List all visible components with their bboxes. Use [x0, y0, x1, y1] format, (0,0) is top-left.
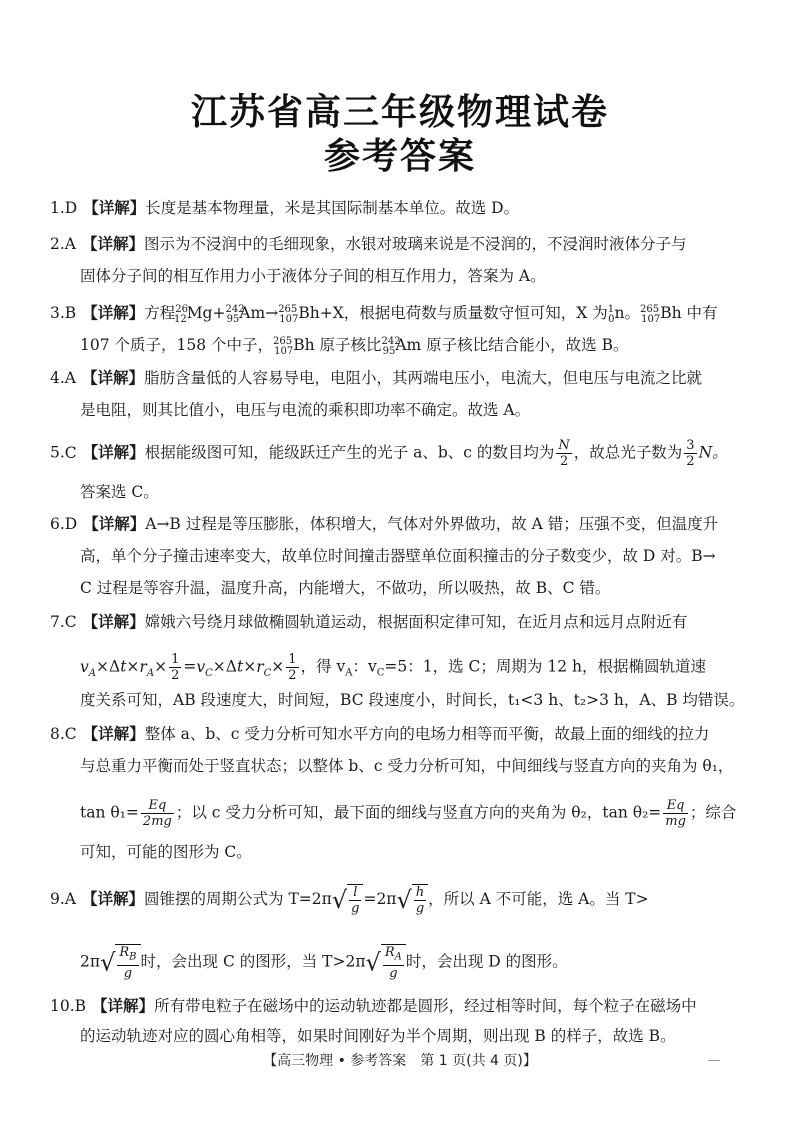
answer-4-cont: 是电阻，则其比值小，电压与电流的乘积即功率不确定。故选 A。 [80, 401, 531, 419]
page-footer: 【高三物理 • 参考答案 第 1 页(共 4 页)】 [263, 1053, 537, 1069]
answer-10: 10.B 【详解】所有带电粒子在磁场中的运动轨迹都是圆形，经过相等时间，每个粒子在磁场中 [50, 996, 697, 1015]
page-subtitle: 参考答案 [323, 136, 476, 177]
answer-9: 9.A 【详解】圆锥摆的周期公式为 T=2π√ $\frac{l}{g}$ =2π√ $\frac{h}{g}$ ，所以 A 不可能，选 A。当 T> [50, 885, 649, 916]
answer-2: 2.A 【详解】图示为不浸润中的毛细现象，水银对玻璃来说是不浸润的，不浸润时液体分子与 [50, 234, 687, 253]
answer-1: 1.D 【详解】长度是基本物理量，米是其国际制基本单位。故选 D。 [50, 198, 520, 217]
answer-7-cont-2: 度关系可知，AB 段速度大，时间短，BC 段速度小，时间长，t₁<3 h、t₂>3 h，A、B 均错误。 [80, 691, 745, 709]
answer-8-cont-1: 与总重力平衡而处于竖直状态；以整体 b、c 受力分析可知，中间细线与竖直方向的夹角为 θ₁， [80, 757, 734, 775]
answer-6: 6.D 【详解】A→B 过程是等压膨胀，体积增大，气体对外界做功，故 A 错；压强不变，但温度升 [50, 514, 719, 533]
answer-9-cont: 2π√ $\frac{R_B}{g}$ 时，会出现 C 的图形，当 T>2π√ $\frac{R_A}{g}$ 时，会出现 D 的图形。 [80, 945, 568, 981]
answer-5: 5.C 【详解】根据能级图可知，能级跃迁产生的光子 a、b、c 的数目均为 $\frac{N}{2}$ ，故总光子数为 $\frac{3}{2}$ N。 [50, 438, 728, 469]
answer-7: 7.C 【详解】嫦娥六号绕月球做椭圆轨道运动，根据面积定律可知，在近月点和远月点附近有 [50, 612, 688, 631]
answer-6-cont-1: 高，单个分子撞击速率变大，故单位时间撞击器壁单位面积撞击的分子数变少，故 D 对。B→ [80, 547, 716, 565]
corner-mark [708, 1060, 720, 1061]
answer-10-cont: 的运动轨迹对应的圆心角相等，如果时间刚好为半个周期，则出现 B 的样子，故选 B。 [80, 1027, 676, 1045]
answer-6-cont-2: C 过程是等容升温，温度升高，内能增大，不做功，所以吸热，故 B、C 错。 [80, 579, 611, 597]
answer-4: 4.A 【详解】脂肪含量低的人容易导电，电阻小，其两端电压小，电流大，但电压与电流之比就 [50, 368, 703, 387]
answer-5-cont: 答案选 C。 [80, 483, 159, 501]
answer-8: 8.C 【详解】整体 a、b、c 受力分析可知水平方向的电场力相等而平衡，故最上面的细线的拉力 [50, 724, 710, 743]
answer-2-cont: 固体分子间的相互作用力小于液体分子间的相互作用力，答案为 A。 [80, 267, 546, 285]
answer-8-cont-3: 可知，可能的图形为 C。 [80, 843, 252, 861]
answer-3: 3.B 【详解】方程$^{26}_{12}$Mg+$^{242}_{95}$Am→$^{265}_{107}$Bh+X，根据电荷数与质量数守恒可知，X 为$^1_0$n。$^{265}_{107}$Bh 中有 [50, 303, 718, 326]
page-title: 江苏省高三年级物理试卷 [190, 92, 609, 133]
answer-8-cont-2: tan θ₁= $\frac{Eq}{2mg}$ ；以 c 受力分析可知，最下面的细线与竖直方向的夹角为 θ₂，tan θ₂= $\frac{Eq}{mg}$ ；综合 [80, 798, 737, 829]
answer-3-cont: 107 个质子，158 个中子，$^{265}_{107}$Bh 原子核比$^{242}_{95}$Am 原子核比结合能小，故选 B。 [80, 336, 629, 358]
answer-7-cont-1: $v_A\times\Delta t\times r_A\times$ $\frac{1}{2}$ $=v_C\times\Delta t\times r_C\times$ $\frac{1}{2}$ ，得 $v_A$：$v_C=5$：1，选 C；周期为 12 h，根据椭圆轨道速 [80, 652, 706, 683]
